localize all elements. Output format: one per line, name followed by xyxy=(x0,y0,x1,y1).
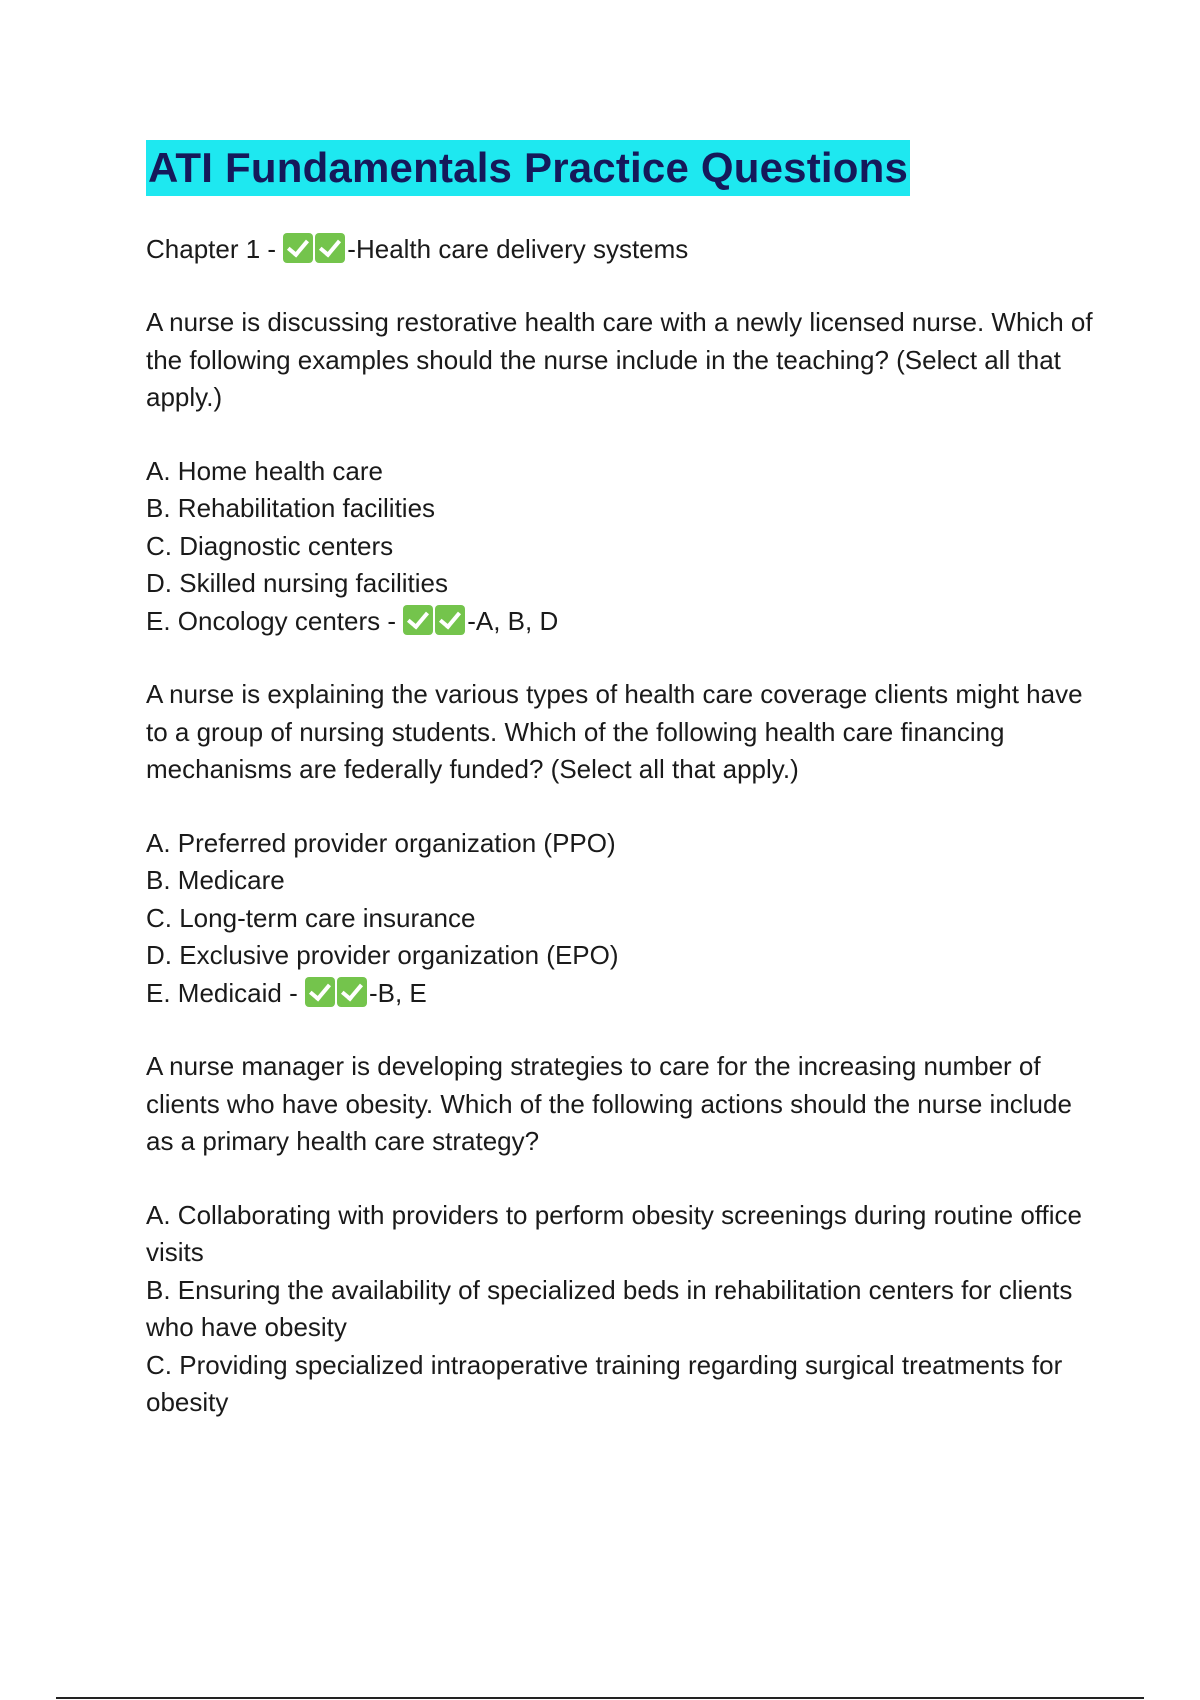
page-bottom-rule xyxy=(56,1697,1144,1699)
option-item-with-answer xyxy=(146,975,1096,1013)
option-item: B. Medicare xyxy=(146,865,285,895)
check-mark-icon xyxy=(403,605,433,635)
option-item: D. Exclusive provider organization (EPO) xyxy=(146,940,619,970)
chapter-heading xyxy=(146,230,1096,268)
option-item: C. Diagnostic centers xyxy=(146,530,394,561)
option-item: C. Providing specialized intraoperative training regarding surgical treatments for obesity xyxy=(146,1349,1063,1417)
title-highlight xyxy=(146,140,910,196)
chapter-prefix: Chapter 1 - xyxy=(146,234,284,264)
option-text: E. Medicaid - xyxy=(146,977,305,1008)
option-list xyxy=(146,825,1096,1013)
document-page xyxy=(146,140,1096,1458)
option-list xyxy=(146,453,1096,641)
option-text: E. Oncology centers - xyxy=(146,605,404,636)
check-mark-icon xyxy=(283,233,313,263)
option-item: B. Rehabilitation facilities xyxy=(146,493,436,523)
option-item: C. Long-term care insurance xyxy=(146,902,476,933)
answer-key: -B, E xyxy=(368,977,427,1008)
option-item: A. Home health care xyxy=(146,455,384,486)
check-mark-icon xyxy=(315,233,345,263)
option-list xyxy=(146,1197,1096,1422)
chapter-suffix: -Health care delivery systems xyxy=(347,234,689,264)
check-mark-icon xyxy=(305,977,335,1007)
check-mark-icon xyxy=(435,605,465,635)
question-stem: A nurse is discussing restorative health care with a newly licensed nurse. Which of the following examples should the nurse include in the teaching? (Select all that apply.) xyxy=(146,307,1093,412)
option-item: A. Preferred provider organization (PPO) xyxy=(146,827,616,858)
answer-key: -A, B, D xyxy=(467,605,559,636)
question-stem: A nurse is explaining the various types of health care coverage clients might have to a group of nursing students. Which of the following health care financing mechanisms are federally funded? (Select all that apply.) xyxy=(146,679,1083,784)
page-title: ATI Fundamentals Practice Questions xyxy=(148,144,909,191)
check-mark-icon xyxy=(337,977,367,1007)
option-item-with-answer xyxy=(146,603,1096,641)
option-item: B. Ensuring the availability of specialized beds in rehabilitation centers for clients who have obesity xyxy=(146,1274,1073,1342)
option-item: D. Skilled nursing facilities xyxy=(146,568,449,598)
option-item: A. Collaborating with providers to perform obesity screenings during routine office visits xyxy=(146,1199,1082,1267)
question-stem: A nurse manager is developing strategies to care for the increasing number of clients who have obesity. Which of the following actions should the nurse include as a primary health care strategy? xyxy=(146,1051,1072,1156)
